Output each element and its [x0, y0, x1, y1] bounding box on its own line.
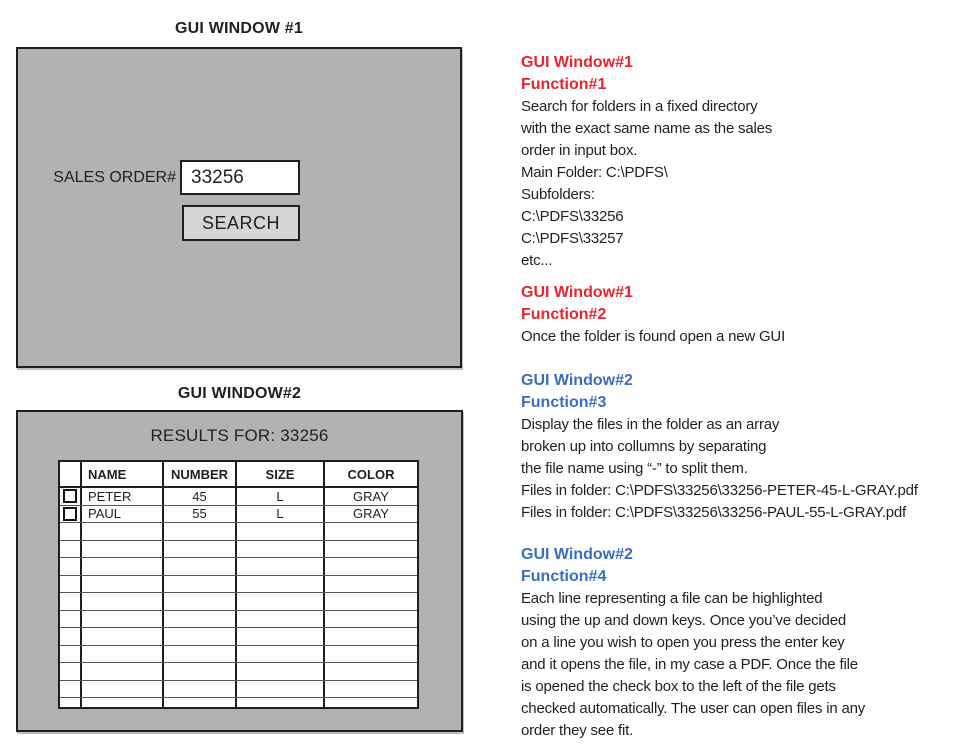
annotation-text-line: C:\PDFS\33256: [521, 208, 624, 225]
table-cell-empty: [60, 611, 82, 628]
table-cell: L: [237, 506, 325, 523]
annotation-text-line: Each line representing a file can be highlighted: [521, 590, 823, 607]
table-cell-empty: [325, 611, 417, 628]
table-row-empty: [60, 593, 417, 611]
table-row-empty: [60, 698, 417, 709]
annotation-window-title: GUI Window#1: [521, 54, 633, 71]
sales-order-label: SALES ORDER#: [53, 169, 176, 186]
annotation-text-line: with the exact same name as the sales: [521, 120, 773, 137]
annotation-text-line: the file name using “-” to split them.: [521, 460, 748, 477]
table-cell-empty: [82, 576, 164, 593]
table-row-empty: [60, 663, 417, 681]
table-cell-empty: [325, 698, 417, 709]
table-row-empty: [60, 646, 417, 664]
table-cell-empty: [237, 576, 325, 593]
checkbox-cell: [60, 506, 82, 523]
table-cell: PETER: [82, 488, 164, 505]
results-table: [58, 460, 419, 709]
annotation-text-line: is opened the check box to the left of the file gets: [521, 678, 836, 695]
search-button[interactable]: SEARCH: [182, 205, 300, 241]
annotation-block: [521, 282, 785, 348]
annotation-text-line: checked automatically. The user can open files in any: [521, 700, 866, 717]
column-header: NUMBER: [164, 462, 237, 486]
annotation-function-title: Function#3: [521, 394, 607, 411]
table-cell-empty: [237, 628, 325, 645]
table-row-empty: [60, 576, 417, 594]
table-cell-empty: [164, 681, 237, 698]
table-cell: PAUL: [82, 506, 164, 523]
table-row-empty: [60, 681, 417, 699]
table-cell-empty: [237, 646, 325, 663]
table-cell-empty: [60, 541, 82, 558]
table-cell-empty: [237, 523, 325, 540]
sales-order-input[interactable]: [180, 160, 300, 195]
table-cell-empty: [325, 523, 417, 540]
annotation-window-title: GUI Window#2: [521, 372, 633, 389]
table-cell: L: [237, 488, 325, 505]
table-cell-empty: [237, 541, 325, 558]
table-cell-empty: [325, 593, 417, 610]
annotation-text-line: Once the folder is found open a new GUI: [521, 328, 786, 345]
annotation-function-title: Function#1: [521, 76, 607, 93]
column-header: COLOR: [347, 466, 395, 482]
table-cell-empty: [237, 611, 325, 628]
table-cell-empty: [60, 663, 82, 680]
table-row[interactable]: [60, 506, 417, 524]
table-cell-empty: [164, 628, 237, 645]
table-cell: GRAY: [353, 506, 389, 522]
annotation-block: [521, 544, 865, 742]
table-cell-empty: [325, 576, 417, 593]
table-row-empty: [60, 628, 417, 646]
table-cell-empty: [164, 646, 237, 663]
column-header: SIZE: [237, 462, 325, 486]
annotation-text-line: C:\PDFS\33257: [521, 230, 624, 247]
annotation-block: [521, 370, 918, 524]
table-cell-empty: [325, 646, 417, 663]
annotation-text-line: Display the files in the folder as an array: [521, 416, 780, 433]
results-title: RESULTS FOR: 33256: [150, 426, 329, 445]
annotation-text-line: order in input box.: [521, 142, 638, 159]
annotation-text-line: broken up into collumns by separating: [521, 438, 767, 455]
checkbox-column-header: [60, 462, 82, 486]
annotation-function-title: Function#4: [521, 568, 607, 585]
table-cell-empty: [237, 558, 325, 575]
checkbox-cell: [60, 488, 82, 505]
table-cell-empty: [60, 628, 82, 645]
annotation-text-line: Files in folder: C:\PDFS\33256\33256-PAUL-55-L-GRAY.pdf: [521, 504, 907, 521]
table-cell-empty: [164, 541, 237, 558]
table-cell-empty: [164, 663, 237, 680]
window1-panel: [16, 47, 462, 368]
table-cell-empty: [164, 576, 237, 593]
table-cell-empty: [60, 558, 82, 575]
table-cell-empty: [60, 593, 82, 610]
table-row[interactable]: [60, 488, 417, 506]
table-cell-empty: [237, 681, 325, 698]
table-cell-empty: [82, 558, 164, 575]
annotation-window-title: GUI Window#1: [521, 284, 633, 301]
annotation-text-line: using the up and down keys. Once you’ve decided: [521, 612, 846, 629]
annotation-text-line: Subfolders:: [521, 186, 595, 203]
table-cell-empty: [325, 541, 417, 558]
table-cell-empty: [82, 681, 164, 698]
table-cell-empty: [325, 628, 417, 645]
table-cell-empty: [60, 576, 82, 593]
annotation-function-title: Function#2: [521, 306, 607, 323]
annotation-text-line: Search for folders in a fixed directory: [521, 98, 758, 115]
annotation-block: [521, 52, 772, 272]
table-cell: GRAY: [353, 488, 389, 504]
table-cell-empty: [60, 646, 82, 663]
table-cell-empty: [164, 698, 237, 709]
table-cell-empty: [164, 558, 237, 575]
table-cell-empty: [82, 663, 164, 680]
table-cell-empty: [237, 663, 325, 680]
annotation-text-line: and it opens the file, in my case a PDF. Once the file: [521, 656, 858, 673]
table-cell-empty: [82, 593, 164, 610]
annotation-text-line: on a line you wish to open you press the enter key: [521, 634, 845, 651]
table-cell-empty: [237, 593, 325, 610]
table-cell-empty: [164, 523, 237, 540]
annotation-text-line: order they see fit.: [521, 722, 634, 739]
table-row-empty: [60, 541, 417, 559]
table-row-empty: [60, 611, 417, 629]
window2-title: GUI WINDOW#2: [177, 385, 302, 402]
table-cell-empty: [82, 628, 164, 645]
table-row-empty: [60, 558, 417, 576]
table-cell: 45: [164, 488, 237, 505]
table-cell-empty: [325, 663, 417, 680]
table-cell-empty: [82, 646, 164, 663]
table-cell-empty: [164, 611, 237, 628]
table-cell-empty: [60, 681, 82, 698]
table-cell: 55: [164, 506, 237, 523]
table-cell-empty: [82, 523, 164, 540]
table-cell-empty: [325, 558, 417, 575]
annotation-text-line: Files in folder: C:\PDFS\33256\33256-PETER-45-L-GRAY.pdf: [521, 482, 918, 499]
annotation-text-line: Main Folder: C:\PDFS\: [521, 164, 668, 181]
table-cell-empty: [164, 593, 237, 610]
table-cell-empty: [325, 681, 417, 698]
table-cell-empty: [60, 698, 82, 709]
table-row-empty: [60, 523, 417, 541]
table-cell-empty: [82, 698, 164, 709]
table-cell-empty: [82, 611, 164, 628]
table-cell-empty: [60, 523, 82, 540]
annotation-text-line: etc...: [521, 252, 553, 269]
table-cell-empty: [82, 541, 164, 558]
column-header: NAME: [82, 462, 164, 486]
window1-title: GUI WINDOW #1: [175, 20, 303, 37]
checkbox-unchecked-icon[interactable]: [63, 507, 77, 521]
table-header-row: [60, 462, 417, 488]
annotation-window-title: GUI Window#2: [521, 546, 633, 563]
table-cell-empty: [237, 698, 325, 709]
window2-panel: [16, 410, 463, 732]
checkbox-unchecked-icon[interactable]: [63, 489, 77, 503]
